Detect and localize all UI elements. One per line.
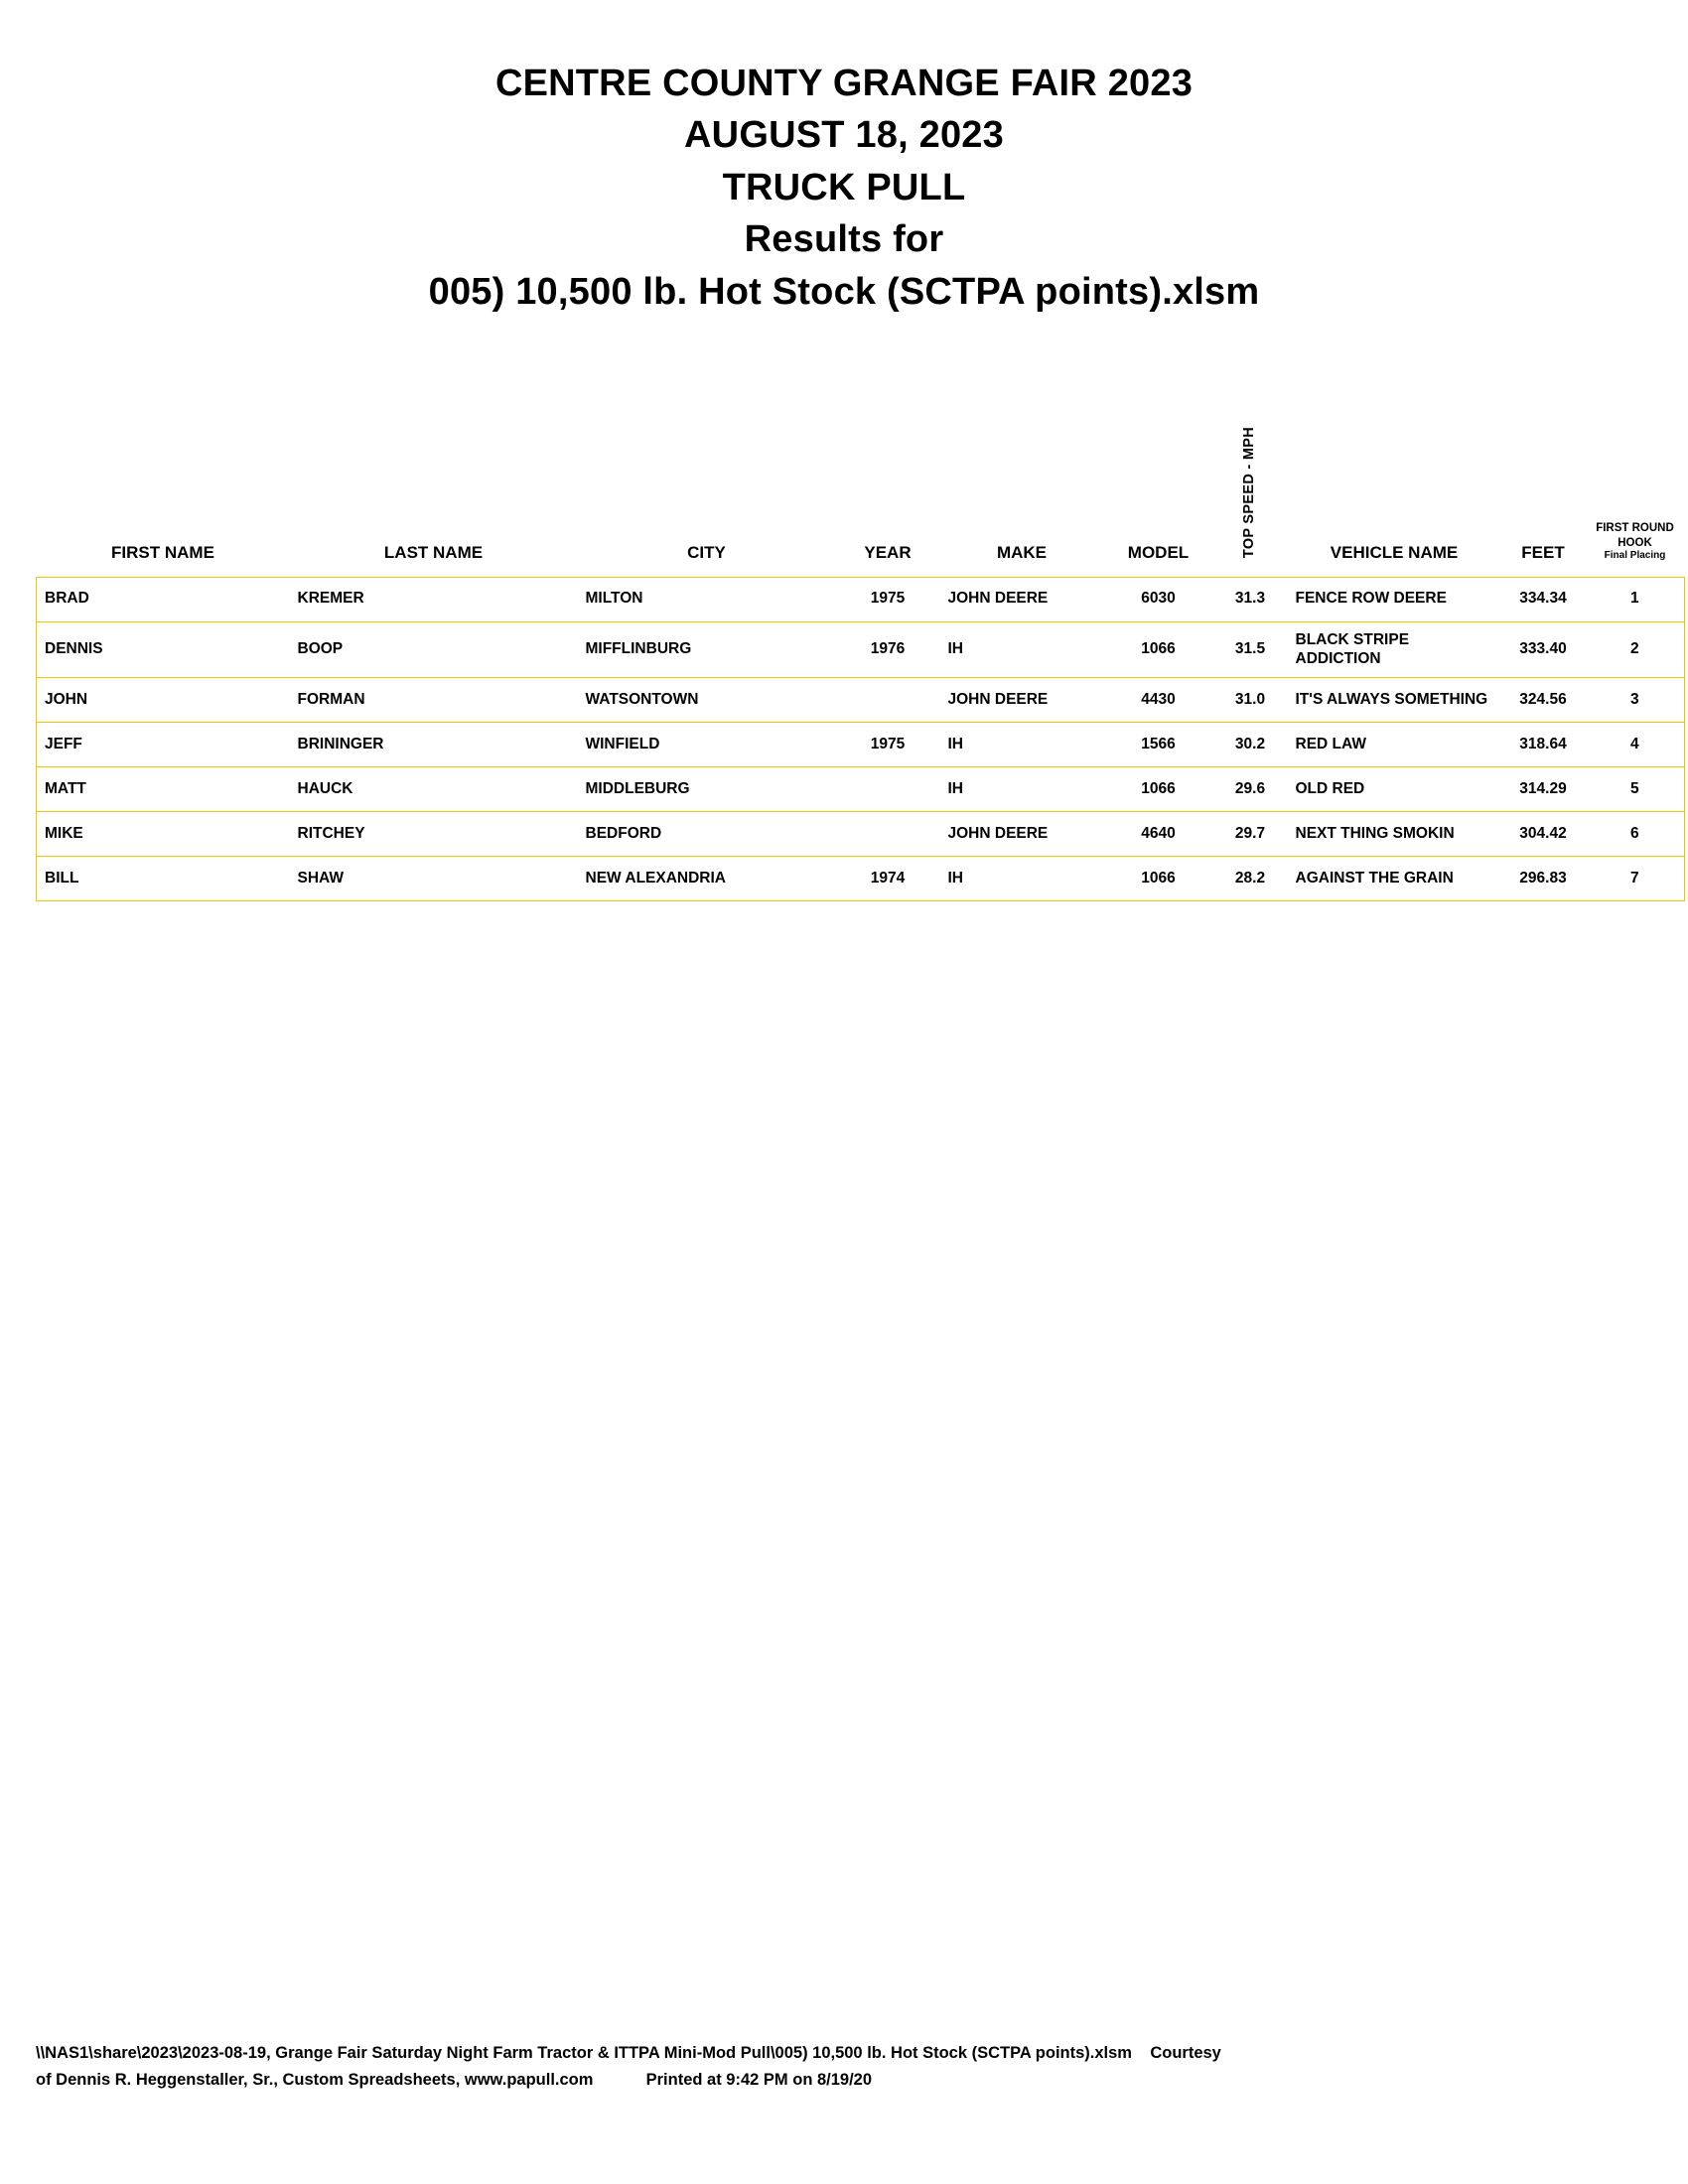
cell-final-placing: 5	[1586, 767, 1685, 812]
footer-file-path: \\NAS1\share\2023\2023-08-19, Grange Fair Saturday Night Farm Tractor & ITTPA Mini-Mod Pull\005) 10,500 lb. Hot Stock (SCTPA points).xlsm	[36, 2044, 1132, 2063]
column-header-top-speed-label: TOP SPEED - MPH	[1241, 427, 1258, 559]
cell-year: 1975	[836, 577, 940, 621]
placing-line-2: HOOK	[1618, 536, 1652, 549]
column-header-feet: FEET	[1521, 543, 1565, 563]
cell-final-placing: 7	[1586, 857, 1685, 901]
cell-first-name: BILL	[37, 857, 290, 901]
table-row	[37, 678, 1685, 723]
title-block	[0, 0, 1688, 318]
cell-last-name: KREMER	[290, 577, 578, 621]
results-table-wrap	[36, 427, 1674, 901]
cell-feet: 296.83	[1501, 857, 1586, 901]
cell-feet: 314.29	[1501, 767, 1586, 812]
footer-credit-row	[36, 2067, 1649, 2093]
cell-year	[836, 767, 940, 812]
table-row	[37, 577, 1685, 621]
cell-first-name: DENNIS	[37, 621, 290, 678]
cell-city: MIFFLINBURG	[578, 621, 836, 678]
cell-make: JOHN DEERE	[940, 678, 1104, 723]
event-date: AUGUST 18, 2023	[684, 114, 1004, 157]
cell-city: WATSONTOWN	[578, 678, 836, 723]
cell-model: 1066	[1104, 857, 1213, 901]
cell-city: WINFIELD	[578, 723, 836, 767]
cell-model: 4430	[1104, 678, 1213, 723]
cell-make: IH	[940, 621, 1104, 678]
cell-feet: 318.64	[1501, 723, 1586, 767]
table-body	[37, 577, 1685, 901]
cell-make: JOHN DEERE	[940, 577, 1104, 621]
cell-make: IH	[940, 857, 1104, 901]
cell-final-placing: 6	[1586, 812, 1685, 857]
cell-last-name: FORMAN	[290, 678, 578, 723]
cell-top-speed: 28.2	[1213, 857, 1288, 901]
footer-courtesy: Courtesy	[1150, 2044, 1221, 2063]
footer	[36, 2040, 1649, 2093]
cell-feet: 334.34	[1501, 577, 1586, 621]
column-header-make: MAKE	[996, 543, 1048, 563]
cell-top-speed: 31.3	[1213, 577, 1288, 621]
footer-credit: of Dennis R. Heggenstaller, Sr., Custom Spreadsheets, www.papull.com	[36, 2070, 594, 2089]
table-row	[37, 857, 1685, 901]
column-header-model: MODEL	[1127, 543, 1190, 563]
cell-last-name: RITCHEY	[290, 812, 578, 857]
cell-final-placing: 2	[1586, 621, 1685, 678]
cell-make: IH	[940, 723, 1104, 767]
cell-year	[836, 678, 940, 723]
cell-vehicle-name: OLD RED	[1288, 767, 1501, 812]
cell-first-name: JOHN	[37, 678, 290, 723]
footer-printed: Printed at 9:42 PM on 8/19/20	[645, 2070, 873, 2089]
cell-vehicle-name: IT'S ALWAYS SOMETHING	[1288, 678, 1501, 723]
cell-final-placing: 3	[1586, 678, 1685, 723]
cell-make: IH	[940, 767, 1104, 812]
cell-last-name: BRININGER	[290, 723, 578, 767]
cell-feet: 324.56	[1501, 678, 1586, 723]
column-header-year: YEAR	[864, 543, 912, 563]
cell-model: 1066	[1104, 767, 1213, 812]
cell-year: 1976	[836, 621, 940, 678]
cell-first-name: MIKE	[37, 812, 290, 857]
placing-line-3: Final Placing	[1604, 550, 1666, 562]
cell-year: 1974	[836, 857, 940, 901]
column-header-vehicle-name: VEHICLE NAME	[1330, 543, 1459, 563]
cell-year: 1975	[836, 723, 940, 767]
cell-feet: 304.42	[1501, 812, 1586, 857]
cell-top-speed: 29.7	[1213, 812, 1288, 857]
column-header-last-name: LAST NAME	[383, 543, 484, 563]
cell-first-name: JEFF	[37, 723, 290, 767]
event-type: TRUCK PULL	[722, 166, 966, 208]
cell-year	[836, 812, 940, 857]
column-header-first-name: FIRST NAME	[111, 543, 214, 563]
column-header-final-placing	[1586, 427, 1685, 577]
table-row	[37, 767, 1685, 812]
cell-vehicle-name: NEXT THING SMOKIN	[1288, 812, 1501, 857]
cell-last-name: BOOP	[290, 621, 578, 678]
table-header	[37, 427, 1685, 577]
cell-top-speed: 30.2	[1213, 723, 1288, 767]
cell-make: JOHN DEERE	[940, 812, 1104, 857]
results-table	[36, 427, 1685, 901]
cell-first-name: BRAD	[37, 577, 290, 621]
results-label: Results for	[744, 218, 944, 261]
cell-city: MILTON	[578, 577, 836, 621]
cell-city: MIDDLEBURG	[578, 767, 836, 812]
cell-feet: 333.40	[1501, 621, 1586, 678]
cell-last-name: HAUCK	[290, 767, 578, 812]
cell-city: BEDFORD	[578, 812, 836, 857]
footer-path-row	[36, 2040, 1649, 2066]
table-row	[37, 812, 1685, 857]
cell-model: 6030	[1104, 577, 1213, 621]
cell-vehicle-name: FENCE ROW DEERE	[1288, 577, 1501, 621]
cell-vehicle-name: AGAINST THE GRAIN	[1288, 857, 1501, 901]
cell-city: NEW ALEXANDRIA	[578, 857, 836, 901]
cell-last-name: SHAW	[290, 857, 578, 901]
table-row	[37, 621, 1685, 678]
cell-model: 1566	[1104, 723, 1213, 767]
cell-model: 1066	[1104, 621, 1213, 678]
header-row	[37, 427, 1685, 577]
cell-top-speed: 31.0	[1213, 678, 1288, 723]
cell-top-speed: 29.6	[1213, 767, 1288, 812]
column-header-top-speed	[1213, 427, 1288, 577]
page-title: CENTRE COUNTY GRANGE FAIR 2023	[494, 63, 1194, 104]
cell-final-placing: 4	[1586, 723, 1685, 767]
cell-vehicle-name: BLACK STRIPE ADDICTION	[1288, 621, 1501, 678]
cell-model: 4640	[1104, 812, 1213, 857]
cell-final-placing: 1	[1586, 577, 1685, 621]
cell-first-name: MATT	[37, 767, 290, 812]
placing-line-1: FIRST ROUND	[1596, 522, 1674, 535]
cell-top-speed: 31.5	[1213, 621, 1288, 678]
table-row	[37, 723, 1685, 767]
column-header-final-placing-block	[1590, 521, 1681, 562]
column-header-city: CITY	[687, 543, 726, 563]
class-file-name: 005) 10,500 lb. Hot Stock (SCTPA points).xlsm	[428, 270, 1260, 313]
cell-vehicle-name: RED LAW	[1288, 723, 1501, 767]
